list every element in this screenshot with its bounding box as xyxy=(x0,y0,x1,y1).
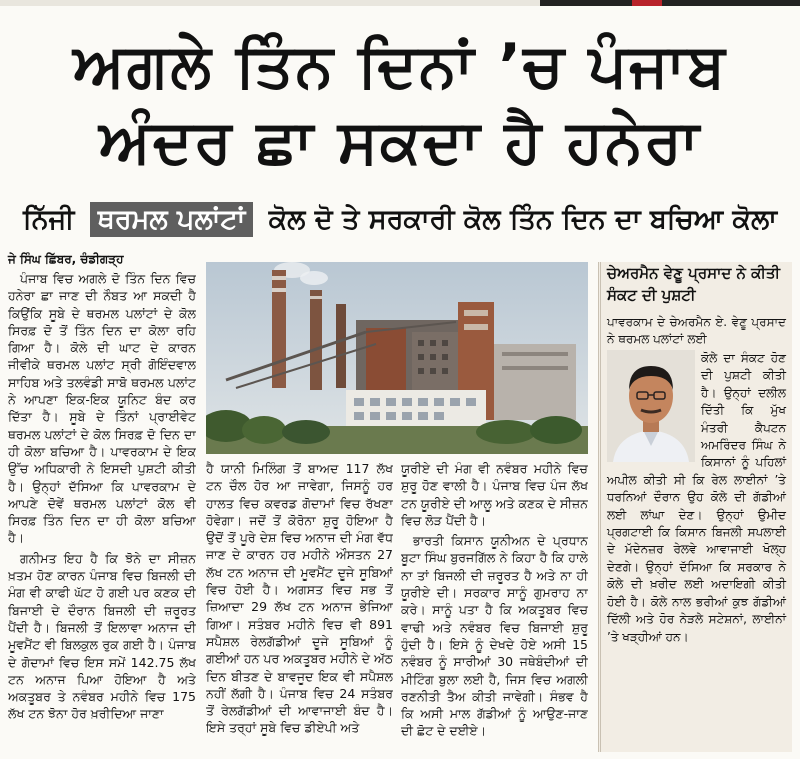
article-column-2: ਹੈ ਯਾਨੀ ਮਿਲਿੰਗ ਤੋਂ ਬਾਅਦ 117 ਲੱਖ ਟਨ ਚੌਲ ਹੋਰ ਆ ਜਾਵੇਗਾ, ਜਿਸਨੂੰ ਹਰ ਹਾਲਤ ਵਿਚ ਕਵਰਡ ਗੋਦਾਮਾਂ ਵਿਚ ਰੱਖਣਾ ਹੋਵੇਗਾ। ਜਦੋਂ ਤੋਂ ਕੋਰੋਨਾ ਸ਼ੁਰੂ ਹੋਇਆ ਹੈ ਉਦੋਂ ਤੋਂ ਪੂਰੇ ਦੇਸ਼ ਵਿਚ ਅਨਾਜ ਦੀ ਮੰਗ ਵੱਧ ਜਾਣ ਦੇ ਕਾਰਨ ਹਰ ਮਹੀਨੇ ਔਸਤਨ 27 ਲੱਖ ਟਨ ਅਨਾਜ ਦੀ ਮੂਵਮੈਂਟ ਦੂਜੇ ਸੂਬਿਆਂ ਵਿਚ ਹੋਈ ਹੈ। ਅਗਸਤ ਵਿਚ ਸਭ ਤੋਂ ਜ਼ਿਆਦਾ 29 ਲੱਖ ਟਨ ਅਨਾਜ ਭੇਜਿਆ ਗਿਆ। ਸਤੰਬਰ ਮਹੀਨੇ ਵਿਚ ਵੀ 891 ਸਪੈਸ਼ਲ ਰੇਲਗੱਡੀਆਂ ਦੂਜੇ ਸੂਬਿਆਂ ਨੂੰ ਗਈਆਂ ਹਨ ਪਰ ਅਕਤੂਬਰ ਮਹੀਨੇ ਦੇ ਅੱਠ ਦਿਨ ਬੀਤਣ ਦੇ ਬਾਵਜੂਦ ਇਕ ਵੀ ਸਪੈਸ਼ਲ ਨਹੀਂ ਲੱਗੀ ਹੈ। ਪੰਜਾਬ ਵਿਚ 24 ਸਤੰਬਰ ਤੋਂ ਰੇਲਗੱਡੀਆਂ ਦੀ ਆਵਾਜਾਈ ਬੰਦ ਹੈ। ਇਸੇ ਤਰ੍ਹਾਂ ਸੂਬੇ ਵਿਚ ਡੀਏਪੀ ਅਤੇ xyxy=(206,461,393,736)
byline: ਜੇ ਸਿੰਘ ਛਿੱਬਰ, ਚੰਡੀਗੜ੍ਹ xyxy=(8,252,124,266)
article-column-1 xyxy=(8,270,196,755)
sidebar-box xyxy=(598,262,792,752)
subheadline-highlight: ਥਰਮਲ ਪਲਾਂਟਾਂ xyxy=(90,202,254,237)
subheadline xyxy=(0,196,800,244)
thermal-plant-illustration xyxy=(206,262,588,454)
headline-line-1: ਅਗਲੇ ਤਿੰਨ ਦਿਨਾਂ ’ਚ ਪੰਜਾਬ xyxy=(73,31,727,101)
sidebar-body-text: ਕੋਲੇ ਦਾ ਸੰਕਟ ਹੋਣ ਦੀ ਪੁਸ਼ਟੀ ਕੀਤੀ ਹੈ। ਉਨ੍ਹਾਂ ਦਲੀਲ ਦਿੱਤੀ ਕਿ ਮੁੱਖ ਮੰਤਰੀ ਕੈਪਟਨ ਅਮਰਿੰਦਰ ਸਿੰਘ ਨੇ ਕਿਸਾਨਾਂ ਨੂੰ ਪਹਿਲਾਂ ਅਪੀਲ ਕੀਤੀ ਸੀ ਕਿ ਰੇਲ ਲਾਈਨਾਂ ’ਤੇ ਧਰਨਿਆਂ ਦੌਰਾਨ ਉਹ ਕੋਲੇ ਦੀ ਗੱਡੀਆਂ ਲਈ ਲਾਂਘਾ ਦੇਣ। ਉਨ੍ਹਾਂ ਉਮੀਦ ਪ੍ਰਗਟਾਈ ਕਿ ਕਿਸਾਨ ਬਿਜਲੀ ਸਪਲਾਈ ਦੇ ਮੱਦੇਨਜ਼ਰ ਰੇਲਵੇ ਆਵਾਜਾਈ ਖੋਲ੍ਹ ਦੇਣਗੇ। ਉਨ੍ਹਾਂ ਦੱਸਿਆ ਕਿ ਸਰਕਾਰ ਨੇ ਕੋਲੇ ਦੀ ਖ਼ਰੀਦ ਲਈ ਅਦਾਇਗੀ ਕੀਤੀ ਹੋਈ ਹੈ। ਕੋਲੇ ਨਾਲ ਭਰੀਆਂ ਕੁਝ ਗੱਡੀਆਂ ਦਿੱਲੀ ਅਤੇ ਹੋਰ ਨੇੜਲੇ ਸਟੇਸ਼ਨਾਂ, ਲਾਈਨਾਂ ’ਤੇ ਖੜ੍ਹੀਆਂ ਹਨ। xyxy=(607,351,786,644)
article-column-3 xyxy=(401,460,588,755)
paragraph: ਭਾਰਤੀ ਕਿਸਾਨ ਯੂਨੀਅਨ ਦੇ ਪ੍ਰਧਾਨ ਬੂਟਾ ਸਿੰਘ ਬੁਰਜਗਿੱਲ ਨੇ ਕਿਹਾ ਹੈ ਕਿ ਹਾਲੇ ਨਾ ਤਾਂ ਬਿਜਲੀ ਦੀ ਜ਼ਰੂਰਤ ਹੈ ਅਤੇ ਨਾ ਹੀ ਯੂਰੀਏ ਦੀ। ਸਰਕਾਰ ਸਾਨੂੰ ਗੁਮਰਾਹ ਨਾ ਕਰੇ। ਸਾਨੂੰ ਪਤਾ ਹੈ ਕਿ ਅਕਤੂਬਰ ਵਿਚ ਵਾਢੀ ਅਤੇ ਨਵੰਬਰ ਵਿਚ ਬਿਜਾਈ ਸ਼ੁਰੂ ਹੁੰਦੀ ਹੈ। ਇਸੇ ਨੂੰ ਦੇਖਦੇ ਹੋਏ ਅਸੀ 15 ਨਵੰਬਰ ਨੂੰ ਸਾਰੀਆਂ 30 ਜਥੇਬੰਦੀਆਂ ਦੀ ਮੀਟਿੰਗ ਬੁਲਾ ਲਈ ਹੈ, ਜਿਸ ਵਿਚ ਅਗਲੀ ਰਣਨੀਤੀ ਤੈਅ ਕੀਤੀ ਜਾਵੇਗੀ। ਸੰਭਵ ਹੈ ਕਿ ਅਸੀ ਮਾਲ ਗੱਡੀਆਂ ਨੂੰ ਆਉਣ-ਜਾਣ ਦੀ ਛੋਟ ਦੇ ਦਈਏ। xyxy=(401,533,588,739)
top-edge-strip xyxy=(0,0,800,6)
headline-line-2: ਅੰਦਰ ਛਾ ਸਕਦਾ ਹੈ ਹਨੇਰਾ xyxy=(99,107,701,177)
subheadline-after: ਕੋਲ ਦੋ ਤੇ ਸਰਕਾਰੀ ਕੋਲ ਤਿੰਨ ਦਿਨ ਦਾ ਬਚਿਆ ਕੋਲਾ xyxy=(268,204,777,235)
sidebar-body xyxy=(607,350,786,646)
thermal-plant-photo xyxy=(206,262,588,454)
paragraph: ਗਨੀਮਤ ਇਹ ਹੈ ਕਿ ਝੋਨੇ ਦਾ ਸੀਜ਼ਨ ਖ਼ਤਮ ਹੋਣ ਕਾਰਨ ਪੰਜਾਬ ਵਿਚ ਬਿਜਲੀ ਦੀ ਮੰਗ ਵੀ ਕਾਫੀ ਘੱਟ ਹੋ ਗਈ ਪਰ ਕਣਕ ਦੀ ਬਿਜਾਈ ਦੇ ਦੌਰਾਨ ਬਿਜਲੀ ਦੀ ਜ਼ਰੂਰਤ ਪੈਂਦੀ ਹੈ। ਬਿਜਲੀ ਤੋਂ ਇਲਾਵਾ ਅਨਾਜ ਦੀ ਮੂਵਮੈਂਟ ਵੀ ਬਿਲਕੁਲ ਰੁਕ ਗਈ ਹੈ। ਪੰਜਾਬ ਦੇ ਗੋਦਾਮਾਂ ਵਿਚ ਇਸ ਸਮੇਂ 142.75 ਲੱਖ ਟਨ ਅਨਾਜ ਪਿਆ ਹੋਇਆ ਹੈ ਅਤੇ ਅਕਤੂਬਰ ਤੇ ਨਵੰਬਰ ਮਹੀਨੇ ਵਿਚ 175 ਲੱਖ ਟਨ ਝੋਨਾ ਹੋਰ ਖ਼ਰੀਦਿਆ ਜਾਣਾ xyxy=(8,550,196,722)
subheadline-before: ਨਿੱਜੀ xyxy=(23,204,75,235)
sidebar-intro: ਪਾਵਰਕਾਮ ਦੇ ਚੇਅਰਮੈਨ ਏ. ਵੇਣੂ ਪ੍ਰਸਾਦ ਨੇ ਥਰਮਲ ਪਲਾਂਟਾਂ ਲਈ xyxy=(607,315,786,346)
paragraph: ਪੰਜਾਬ ਵਿਚ ਅਗਲੇ ਦੋ ਤਿੰਨ ਦਿਨ ਵਿਚ ਹਨੇਰਾ ਛਾ ਜਾਣ ਦੀ ਨੌਬਤ ਆ ਸਕਦੀ ਹੈ ਕਿਉਂਕਿ ਸੂਬੇ ਦੇ ਥਰਮਲ ਪਲਾਂਟਾਂ ਦੇ ਕੋਲ ਸਿਰਫ਼ ਦੋ ਤੋਂ ਤਿੰਨ ਦਿਨ ਦਾ ਕੋਲਾ ਰਹਿ ਗਿਆ ਹੈ। ਕੋਲੇ ਦੀ ਘਾਟ ਦੇ ਕਾਰਨ ਜੀਵੀਕੇ ਥਰਮਲ ਪਲਾਂਟ ਸ੍ਰੀ ਗੋਇੰਦਵਾਲ ਸਾਹਿਬ ਅਤੇ ਤਲਵੰਡੀ ਸਾਬੋ ਥਰਮਲ ਪਲਾਂਟ ਨੇ ਆਪਣਾ ਇਕ-ਇਕ ਯੂਨਿਟ ਬੰਦ ਕਰ ਦਿੱਤਾ ਹੈ। ਸੂਬੇ ਦੇ ਤਿੰਨਾਂ ਪ੍ਰਾਈਵੇਟ ਥਰਮਲ ਪਲਾਂਟਾਂ ਦੇ ਕੋਲ ਸਿਰਫ਼ ਦੋ ਦਿਨ ਦਾ ਹੀ ਕੋਲਾ ਬਚਿਆ ਹੈ। ਪਾਵਰਕਾਮ ਦੇ ਇਕ ਉੱਚ ਅਧਿਕਾਰੀ ਨੇ ਇਸਦੀ ਪੁਸ਼ਟੀ ਕੀਤੀ ਹੈ। ਉਨ੍ਹਾਂ ਦੱਸਿਆ ਕਿ ਪਾਵਰਕਾਮ ਦੇ ਆਪਣੇ ਦੋਵੇਂ ਥਰਮਲ ਪਲਾਂਟਾਂ ਕੋਲ ਵੀ ਸਿਰਫ਼ ਤਿੰਨ ਦਿਨ ਦਾ ਹੀ ਕੋਲਾ ਬਚਿਆ ਹੈ। xyxy=(8,271,196,546)
sidebar-title: ਚੇਅਰਮੈਨ ਵੇਣੂ ਪ੍ਰਸਾਦ ਨੇ ਕੀਤੀ ਸੰਕਟ ਦੀ ਪੁਸ਼ਟੀ xyxy=(607,264,781,304)
chairman-portrait xyxy=(607,350,695,462)
paragraph: ਯੂਰੀਏ ਦੀ ਮੰਗ ਵੀ ਨਵੰਬਰ ਮਹੀਨੇ ਵਿਚ ਸ਼ੁਰੂ ਹੋਣ ਵਾਲੀ ਹੈ। ਪੰਜਾਬ ਵਿਚ ਪੰਜ ਲੱਖ ਟਨ ਯੂਰੀਏ ਦੀ ਆਲੂ ਅਤੇ ਕਣਕ ਦੇ ਸੀਜ਼ਨ ਵਿਚ ਲੋੜ ਪੈਂਦੀ ਹੈ। xyxy=(401,461,588,528)
portrait-illustration xyxy=(607,350,695,462)
